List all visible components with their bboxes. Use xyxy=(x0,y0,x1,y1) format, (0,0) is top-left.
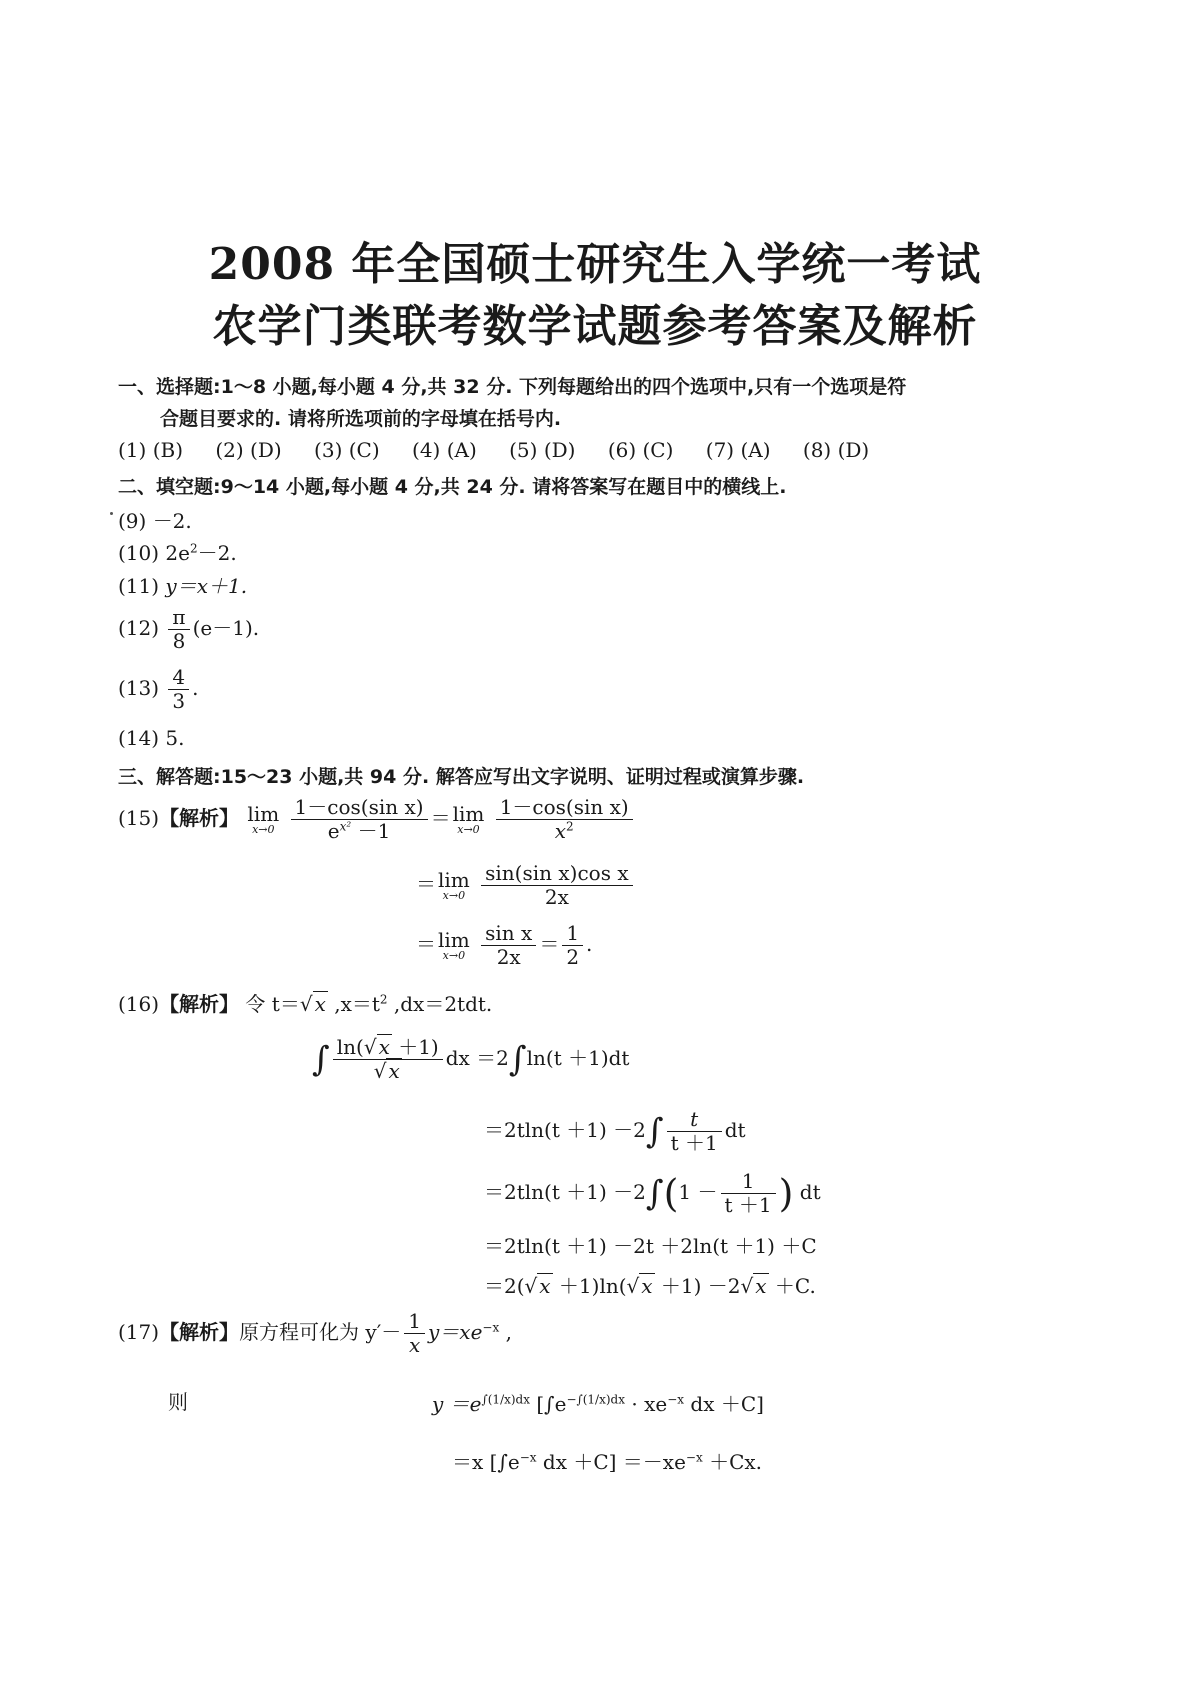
q15-line-2: ＝ lim x→0 $\frac{\text{sin(sin x)cos x}}{2x}$ xyxy=(416,862,636,909)
integral-sign: ∫ xyxy=(645,1173,664,1214)
limit: lim x→0 xyxy=(438,868,470,902)
answer-5: (5) (D) xyxy=(509,438,576,462)
section1-answers xyxy=(118,438,895,462)
answer-7: (7) (A) xyxy=(705,438,771,462)
q16-line-2: ＝2tln(t ＋1) －2∫ $\frac{t}{t +1}$ dt xyxy=(484,1107,746,1155)
fraction: $\frac{\text{1－cos(sin x)}}{x^2}$ xyxy=(496,796,633,843)
limit: lim x→0 xyxy=(438,928,470,962)
q16-line-5: ＝2(√ x ＋1)ln(√ x ＋1) －2√ x ＋C. xyxy=(484,1274,816,1298)
integral-sign: ∫ xyxy=(312,1039,330,1080)
paren-close: ) xyxy=(778,1171,794,1216)
answer-2: (2) (D) xyxy=(215,438,282,462)
answer-13: (13) $\frac{4}{3}$ . xyxy=(118,665,199,713)
title-line-1: 2008 年全国硕士研究生入学统一考试 xyxy=(208,239,982,290)
answer-9: (9) －2. xyxy=(118,509,192,533)
fraction: $\frac{\ln(√ x +1)}{√ x}$ xyxy=(333,1036,443,1083)
q15-line-1: (15)【解析】 lim x→0 $\frac{\text{1－cos(sin x)}}{e^{x^2} -1}$ ＝ lim x→0 $\frac{\text{1－cos(sin x)}}{x^2}$ xyxy=(118,796,636,843)
section1-heading-line1: 一、选择题:1～8 小题,每小题 4 分,共 32 分. 下列每题给出的四个选项中,只有一个选项是符 xyxy=(118,376,907,398)
fraction: $\frac{\text{1－cos(sin x)}}{e^{x^2} -1}$ xyxy=(291,796,428,843)
answer-6: (6) (C) xyxy=(607,438,674,462)
section1-heading-line2: 合题目要求的. 请将所选项前的字母填在括号内. xyxy=(160,408,562,430)
answer-10: (10) $2e^2-2$. xyxy=(118,541,237,565)
answer-14: (14) 5. xyxy=(118,726,185,750)
q17-label: (17) xyxy=(118,1320,160,1344)
q17-line-1: $y =e^{\int(1/x)dx}$ [$\int e^{-\int(1/x)dx} \cdot xe^{-x}$ dx ＋C] xyxy=(432,1392,764,1416)
answer-8: (8) (D) xyxy=(802,438,870,462)
q15-label: (15) xyxy=(118,806,160,830)
fraction: $\frac{\pi}{8}$ xyxy=(168,606,189,653)
fraction: $\frac{1}{x}$ xyxy=(404,1310,425,1357)
q16-intro: (16)【解析】 令 t＝√ x $,x=t^2$ ,dx＝2tdt. xyxy=(118,992,493,1016)
answer-1: (1) (B) xyxy=(118,438,183,462)
limit: lim x→0 xyxy=(247,802,280,836)
integral-sign: ∫ xyxy=(645,1111,664,1152)
fraction: $\frac{\text{sin x}}{2x}$ xyxy=(481,922,536,969)
q16-line-4: ＝2tln(t ＋1) －2t ＋2ln(t ＋1) ＋C xyxy=(484,1234,817,1258)
fraction: $\frac{t}{t +1}$ xyxy=(667,1108,722,1155)
q16-line-3: ＝2tln(t ＋1) －2∫(1 － $\frac{1}{t +1}$ ) dt xyxy=(484,1169,821,1217)
paren-open: ( xyxy=(663,1171,679,1216)
q16-line-1: ∫ $\frac{\ln(√ x +1)}{√ x}$ dx ＝2∫ln(t ＋1)dt xyxy=(312,1035,630,1083)
fraction: $\frac{\text{sin(sin x)cos x}}{2x}$ xyxy=(481,862,632,909)
q17-line-2: ＝x [$\int e^{-x}$ dx $+C] =-xe^{-x} +Cx$. xyxy=(452,1450,763,1474)
answer-12: (12) $\frac{\pi}{8}$ (e－1). xyxy=(118,605,260,653)
q17-then-label: 则 xyxy=(168,1390,188,1414)
answer-4: (4) (A) xyxy=(412,438,477,462)
scan-speck xyxy=(110,512,113,515)
title-line-2: 农学门类联考数学试题参考答案及解析 xyxy=(212,301,978,352)
section3-heading: 三、解答题:15～23 小题,共 94 分. 解答应写出文字说明、证明过程或演算步骤. xyxy=(118,766,805,788)
answer-3: (3) (C) xyxy=(314,438,380,462)
q16-label: (16) xyxy=(118,992,160,1016)
q15-line-3: ＝ lim x→0 $\frac{\text{sin x}}{2x}$ ＝ $\frac{1}{2}$ . xyxy=(416,921,593,969)
fraction: $\frac{1}{2}$ xyxy=(562,922,583,969)
fraction: $\frac{4}{3}$ xyxy=(168,666,189,713)
limit: lim x→0 xyxy=(452,802,485,836)
answer-11: (11) y＝x＋1. xyxy=(118,574,248,598)
q17-intro: (17)【解析】原方程可化为 y′－ $\frac{1}{x}$ $y=xe^{-x}$ , xyxy=(118,1309,512,1357)
integral-sign: ∫ xyxy=(508,1039,527,1080)
section2-heading: 二、填空题:9～14 小题,每小题 4 分,共 24 分. 请将答案写在题目中的横线上. xyxy=(118,476,787,498)
fraction: $\frac{1}{t +1}$ xyxy=(721,1170,776,1217)
